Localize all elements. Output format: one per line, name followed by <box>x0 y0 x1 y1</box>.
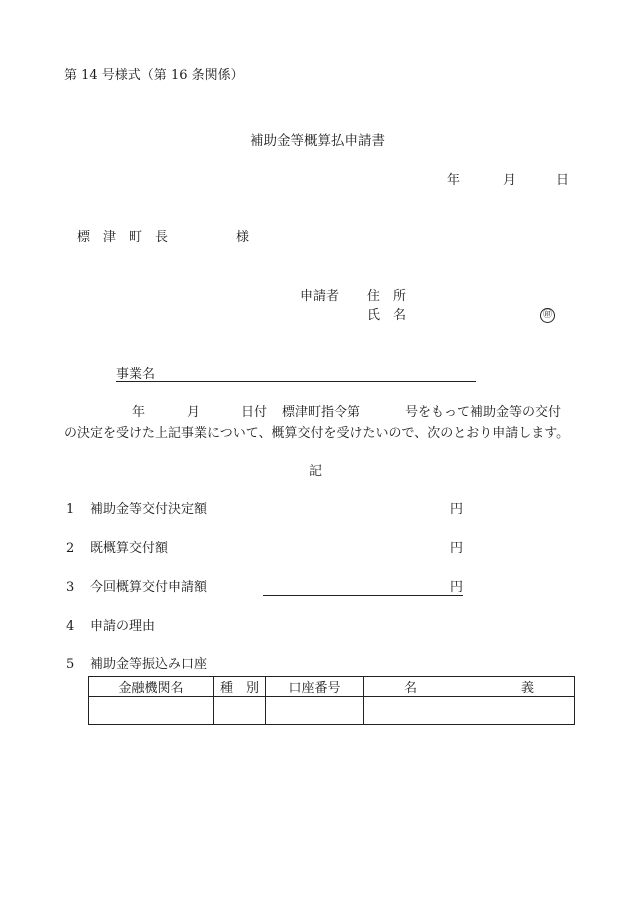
item-4-label: 申請の理由 <box>90 619 156 634</box>
item-4-number: 4 <box>66 619 75 634</box>
body-date-suffix: 日付 <box>241 405 268 420</box>
item-3-number: 3 <box>66 580 75 595</box>
addressee-name: 標 津 町 長 <box>77 230 169 245</box>
header-account-holder: 名 義 <box>364 677 575 697</box>
item-5-number: 5 <box>66 657 75 672</box>
cell-account-type[interactable] <box>214 697 266 725</box>
item-3-unit: 円 <box>450 580 464 595</box>
table-row <box>89 697 575 725</box>
body-month: 月 <box>187 405 201 420</box>
item-3-underline <box>263 595 463 596</box>
applicant-name-label: 氏 名 <box>367 308 407 323</box>
item-3-label: 今回概算交付申請額 <box>90 580 208 595</box>
body-line2: の決定を受けた上記事業について、概算交付を受けたいので、次のとおり申請します。 <box>64 426 570 441</box>
item-2-number: 2 <box>66 541 75 556</box>
seal-mark: ㊞ <box>540 308 555 323</box>
item-1-unit: 円 <box>450 502 464 517</box>
date-day: 日 <box>556 173 570 188</box>
cell-account-number[interactable] <box>266 697 364 725</box>
form-number: 第 14 号様式（第 16 条関係） <box>64 68 244 83</box>
applicant-label: 申請者 <box>300 289 340 304</box>
body-order: 標津町指令第 <box>282 405 361 420</box>
ki-heading: 記 <box>309 464 323 479</box>
header-account-type: 種 別 <box>214 677 266 697</box>
cell-account-holder[interactable] <box>364 697 575 725</box>
project-label: 事業名 <box>116 367 156 382</box>
item-2-unit: 円 <box>450 541 464 556</box>
cell-bank-name[interactable] <box>89 697 214 725</box>
header-bank-name: 金融機関名 <box>89 677 214 697</box>
applicant-address-label: 住 所 <box>367 289 407 304</box>
body-line1-rest: 号をもって補助金等の交付 <box>405 405 562 420</box>
page-title: 補助金等概算払申請書 <box>250 133 385 149</box>
date-month: 月 <box>503 173 517 188</box>
project-name-underline <box>116 381 476 382</box>
addressee-honorific: 様 <box>236 230 250 245</box>
body-year: 年 <box>132 405 146 420</box>
item-1-label: 補助金等交付決定額 <box>90 502 208 517</box>
header-account-number: 口座番号 <box>266 677 364 697</box>
item-2-label: 既概算交付額 <box>90 541 169 556</box>
item-1-number: 1 <box>66 502 75 517</box>
date-year: 年 <box>447 173 461 188</box>
item-5-label: 補助金等振込み口座 <box>90 657 208 672</box>
table-header-row <box>89 677 575 697</box>
bank-account-table <box>88 676 575 725</box>
